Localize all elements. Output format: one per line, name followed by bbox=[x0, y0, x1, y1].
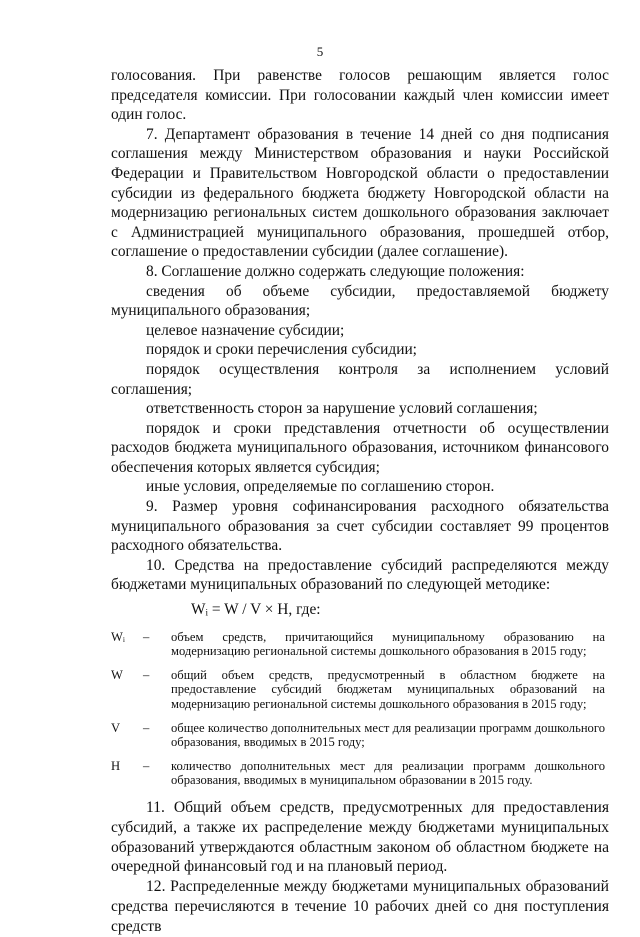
definition-text: количество дополнительных мест для реализации программ дошкольного образования, вводимых в муниципальном образовании в 2015 году. bbox=[171, 758, 605, 788]
definition-dash: – bbox=[143, 629, 150, 644]
document-body bbox=[111, 66, 609, 937]
definition-text: общий объем средств, предусмотренный в областном бюджете на предоставление субсидий бюджетам муниципальных образований на модернизацию региональной системы дошкольного образования в 2015 году; bbox=[171, 667, 605, 711]
definition-item bbox=[111, 630, 609, 659]
definition-symbol: V bbox=[111, 720, 121, 735]
definition-dash: – bbox=[143, 758, 150, 773]
definition-dash: – bbox=[143, 720, 150, 735]
definition-dash: – bbox=[143, 667, 150, 682]
paragraphs-top bbox=[111, 66, 609, 595]
paragraph: порядок и сроки представления отчетности об осуществлении расходов бюджета муниципального образования, источником финансового обеспечения которых является субсидия; bbox=[111, 419, 609, 476]
definition-symbol: H bbox=[111, 758, 121, 773]
definition-symbol: Wᵢ bbox=[111, 629, 125, 644]
paragraph: 7. Департамент образования в течение 14 дней со дня подписания соглашения между Министерством образования и науки Российской Федерации и Правительством Новгородской области о предоставлении субсидии из федерального бюджета бюджету Новгородской области на модернизацию региональных систем дошкольного образования заключает с Администрацией муниципального образования, прошедшей отбор, соглашение о предоставлении субсидии (далее соглашение). bbox=[111, 125, 609, 261]
definition-item bbox=[111, 759, 609, 788]
paragraph: ответственность сторон за нарушение условий соглашения; bbox=[146, 400, 538, 418]
definition-item bbox=[111, 721, 609, 750]
paragraph: 12. Распределенные между бюджетами муниципальных образований средства перечисляются в течение 10 рабочих дней со дня поступления средств bbox=[111, 878, 609, 935]
definition-symbol: W bbox=[111, 667, 123, 682]
paragraphs-bottom bbox=[111, 798, 609, 937]
paragraph: 11. Общий объем средств, предусмотренных для предоставления субсидий, а также их распределение между бюджетами муниципальных образований утверждаются областным законом об областном бюджете на очередной финансовый год и на плановый период. bbox=[111, 798, 609, 876]
definition-text: объем средств, причитающийся муниципальному образованию на модернизацию региональной системы дошкольного образования в 2015 году; bbox=[171, 629, 605, 659]
paragraph: 10. Средства на предоставление субсидий распределяются между бюджетами муниципальных образований по следующей методике: bbox=[111, 556, 609, 594]
definition-text: общее количество дополнительных мест для реализации программ дошкольного образования, вводимых в 2015 году; bbox=[171, 720, 605, 750]
paragraph: порядок и сроки перечисления субсидии; bbox=[146, 341, 417, 359]
page-number: 5 bbox=[316, 44, 324, 59]
paragraph: порядок осуществления контроля за исполнением условий соглашения; bbox=[111, 360, 609, 398]
definitions-list bbox=[111, 630, 609, 788]
paragraph: иные условия, определяемые по соглашению сторон. bbox=[146, 478, 495, 496]
paragraph: 9. Размер уровня софинансирования расходного обязательства муниципального образования за счет субсидии составляет 99 процентов расходного обязательства. bbox=[111, 498, 609, 555]
paragraph: голосования. При равенстве голосов решающим является голос председателя комиссии. При голосовании каждый член комиссии имеет один голос. bbox=[111, 67, 609, 124]
formula: Wᵢ = W / V × H, где: bbox=[191, 601, 321, 619]
paragraph: целевое назначение субсидии; bbox=[146, 321, 345, 339]
definition-item bbox=[111, 668, 609, 712]
paragraph: 8. Соглашение должно содержать следующие положения: bbox=[146, 262, 525, 280]
paragraph: сведения об объеме субсидии, предоставляемой бюджету муниципального образования; bbox=[111, 282, 609, 320]
